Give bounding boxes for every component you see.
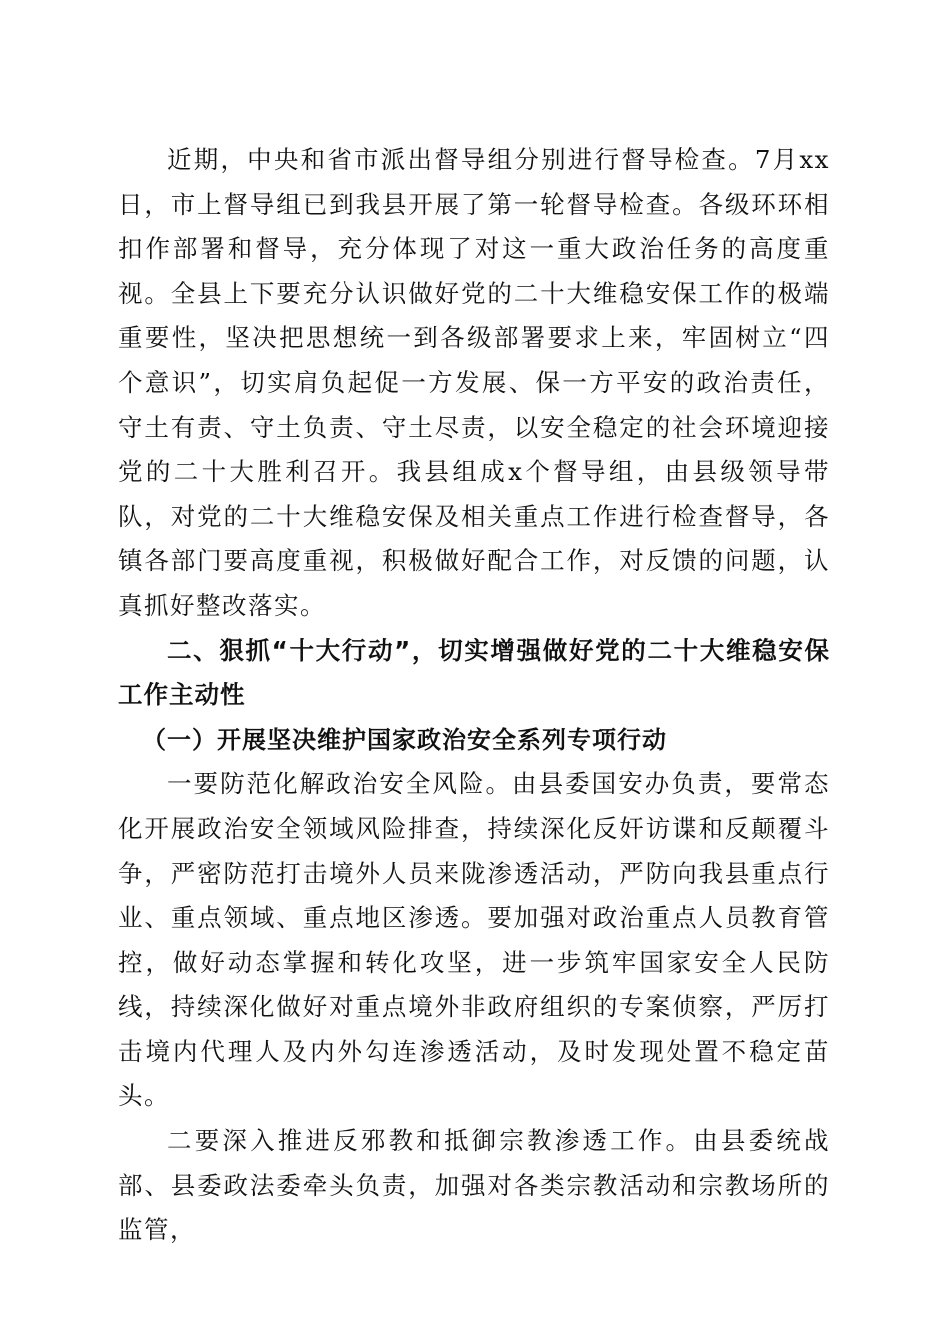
section-heading: 二、狠抓“十大行动”，切实增强做好党的二十大维稳安保工作主动性 [118, 635, 830, 710]
body-paragraph-2: 一要防范化解政治安全风险。由县委国安办负责，要常态化开展政治安全领域风险排查，持续深化反奸访谍和反颠覆斗争，严密防范打击境外人员来陇渗透活动，严防向我县重点行业、重点领域、重点地区渗透。要加强对政治重点人员教育管控，做好动态掌握和转化攻坚，进一步筑牢国家安全人民防线，持续深化做好对重点境外非政府组织的专案侦察，严厉打击境内代理人及内外勾连渗透活动，及时发现处置不稳定苗头。 [118, 769, 830, 1111]
body-paragraph-1: 近期，中央和省市派出督导组分别进行督导检查。7月xx日，市上督导组已到我县开展了第一轮督导检查。各级环环相扣作部署和督导，充分体现了对这一重大政治任务的高度重视。全县上下要充分认识做好党的二十大维稳安保工作的极端重要性，坚决把思想统一到各级部署要求上来，牢固树立“四个意识”，切实肩负起促一方发展、保一方平安的政治责任，守土有责、守土负责、守土尽责，以安全稳定的社会环境迎接党的二十大胜利召开。我县组成x个督导组，由县级领导带队，对党的二十大维稳安保及相关重点工作进行检查督导，各镇各部门要高度重视，积极做好配合工作，对反馈的问题，认真抓好整改落实。 [118, 145, 830, 620]
document-body [118, 138, 830, 1253]
subsection-heading: （一）开展坚决维护国家政治安全系列专项行动 [142, 724, 667, 754]
body-paragraph-3: 二要深入推进反邪教和抵御宗教渗透工作。由县委统战部、县委政法委牵头负责，加强对各类宗教活动和宗教场所的监管， [118, 1126, 830, 1245]
